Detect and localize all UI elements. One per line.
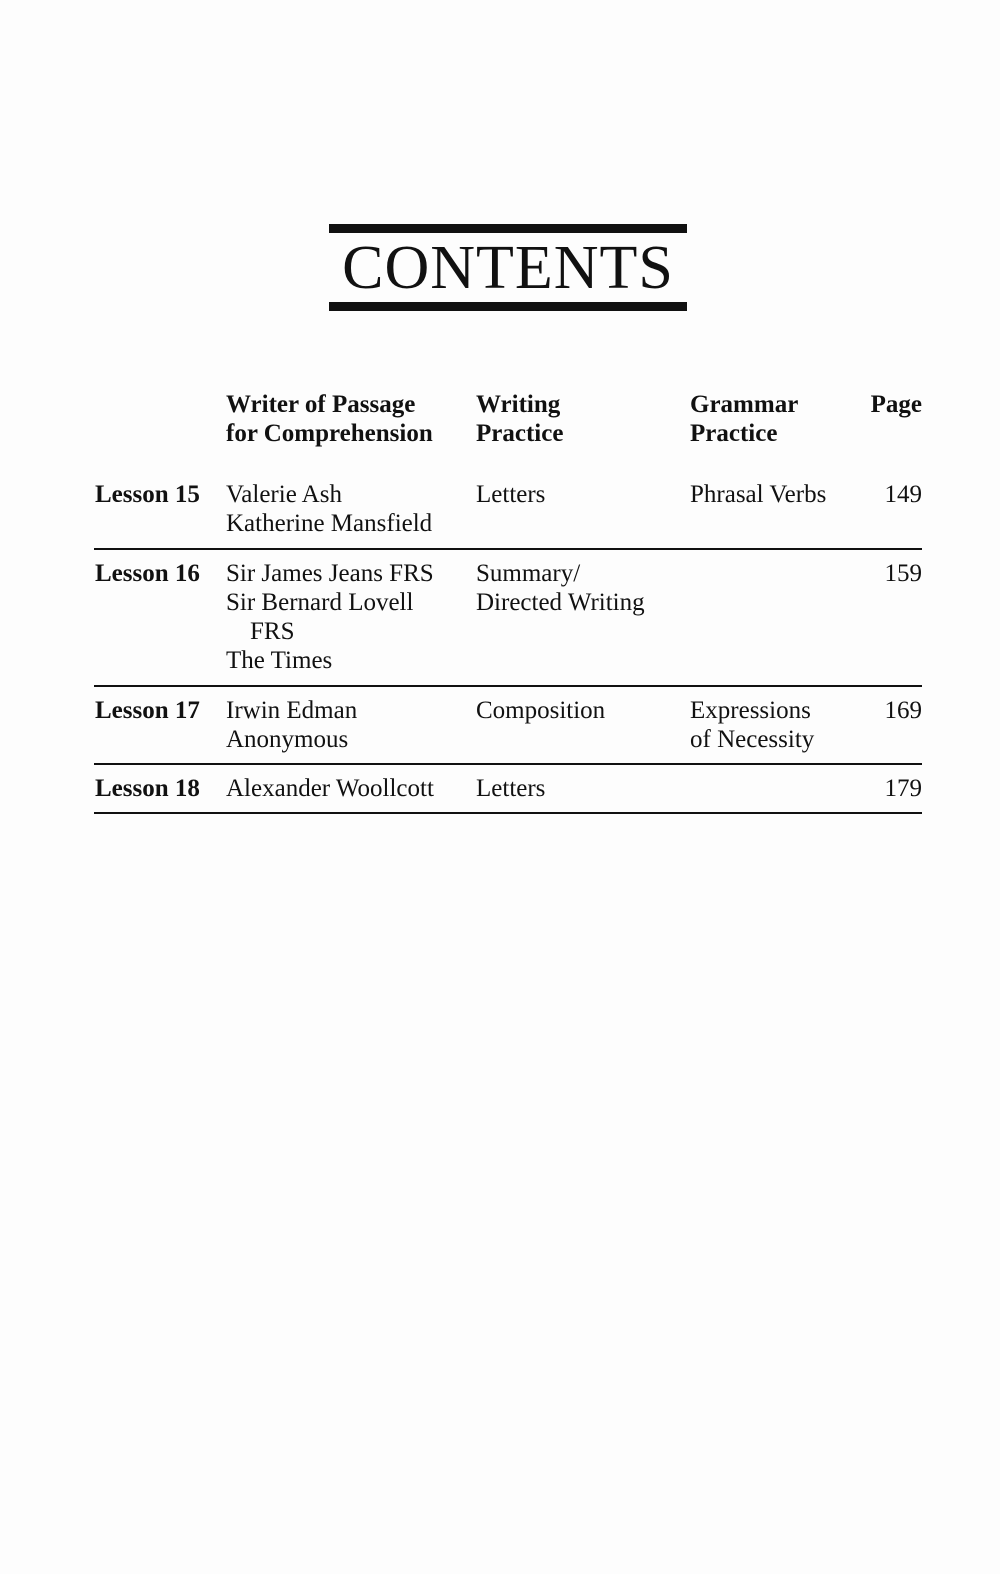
lesson-writing: [476, 480, 545, 509]
writer-name: Katherine Mansfield: [226, 510, 433, 537]
writer-name: Sir Bernard Lovell: [226, 589, 414, 616]
writer-name: Alexander Woollcott: [226, 775, 434, 802]
title-rule-top: [329, 224, 687, 233]
lesson-grammar: [690, 480, 826, 509]
page-title: CONTENTS: [342, 234, 674, 302]
header-writer-line2: for Comprehension: [226, 420, 433, 447]
lesson-label: Lesson 17: [95, 697, 200, 724]
writer-name: Sir James Jeans FRS: [226, 560, 434, 587]
header-grammar-line1: Grammar: [690, 391, 799, 418]
writing-text: Directed Writing: [476, 589, 645, 616]
header-writing: [476, 390, 563, 448]
lesson-label: Lesson 16: [95, 560, 200, 587]
lesson-page: 149: [884, 481, 922, 508]
grammar-text: of Necessity: [690, 726, 815, 753]
lesson-page: 169: [884, 697, 922, 724]
lesson-label: Lesson 18: [95, 775, 200, 802]
header-grammar-line2: Practice: [690, 420, 778, 447]
lesson-writing: [476, 774, 545, 803]
row-divider: [94, 812, 922, 814]
writer-name: Irwin Edman: [226, 697, 358, 724]
row-divider: [94, 763, 922, 765]
lesson-writers: [226, 696, 357, 754]
header-grammar: [690, 390, 798, 448]
grammar-text: Phrasal Verbs: [690, 481, 827, 508]
writer-name: Anonymous: [226, 726, 349, 753]
lesson-writing: [476, 696, 605, 725]
lesson-writing: [476, 559, 645, 617]
writing-text: Summary/: [476, 560, 581, 587]
lesson-grammar: [690, 696, 814, 754]
lesson-label: Lesson 15: [95, 481, 200, 508]
header-page: [840, 390, 922, 419]
lesson-page: 179: [884, 775, 922, 802]
header-writer: [226, 390, 433, 448]
writer-name: Valerie Ash: [226, 481, 342, 508]
title-rule-bottom: [329, 302, 687, 311]
row-divider: [94, 685, 922, 687]
lesson-writers: [226, 559, 434, 675]
lesson-writers: [226, 774, 434, 803]
header-writing-line1: Writing: [476, 391, 561, 418]
header-page-label: Page: [870, 391, 922, 418]
lesson-page: 159: [884, 560, 922, 587]
writing-text: Composition: [476, 697, 606, 724]
lesson-writers: [226, 480, 432, 538]
writing-text: Letters: [476, 481, 546, 508]
grammar-text: Expressions: [690, 697, 811, 724]
contents-title-block: [329, 224, 687, 311]
header-writer-line1: Writer of Passage: [226, 391, 416, 418]
writer-name: FRS: [250, 618, 295, 645]
row-divider: [94, 548, 922, 550]
writing-text: Letters: [476, 775, 546, 802]
writer-name: The Times: [226, 647, 333, 674]
header-writing-line2: Practice: [476, 420, 564, 447]
